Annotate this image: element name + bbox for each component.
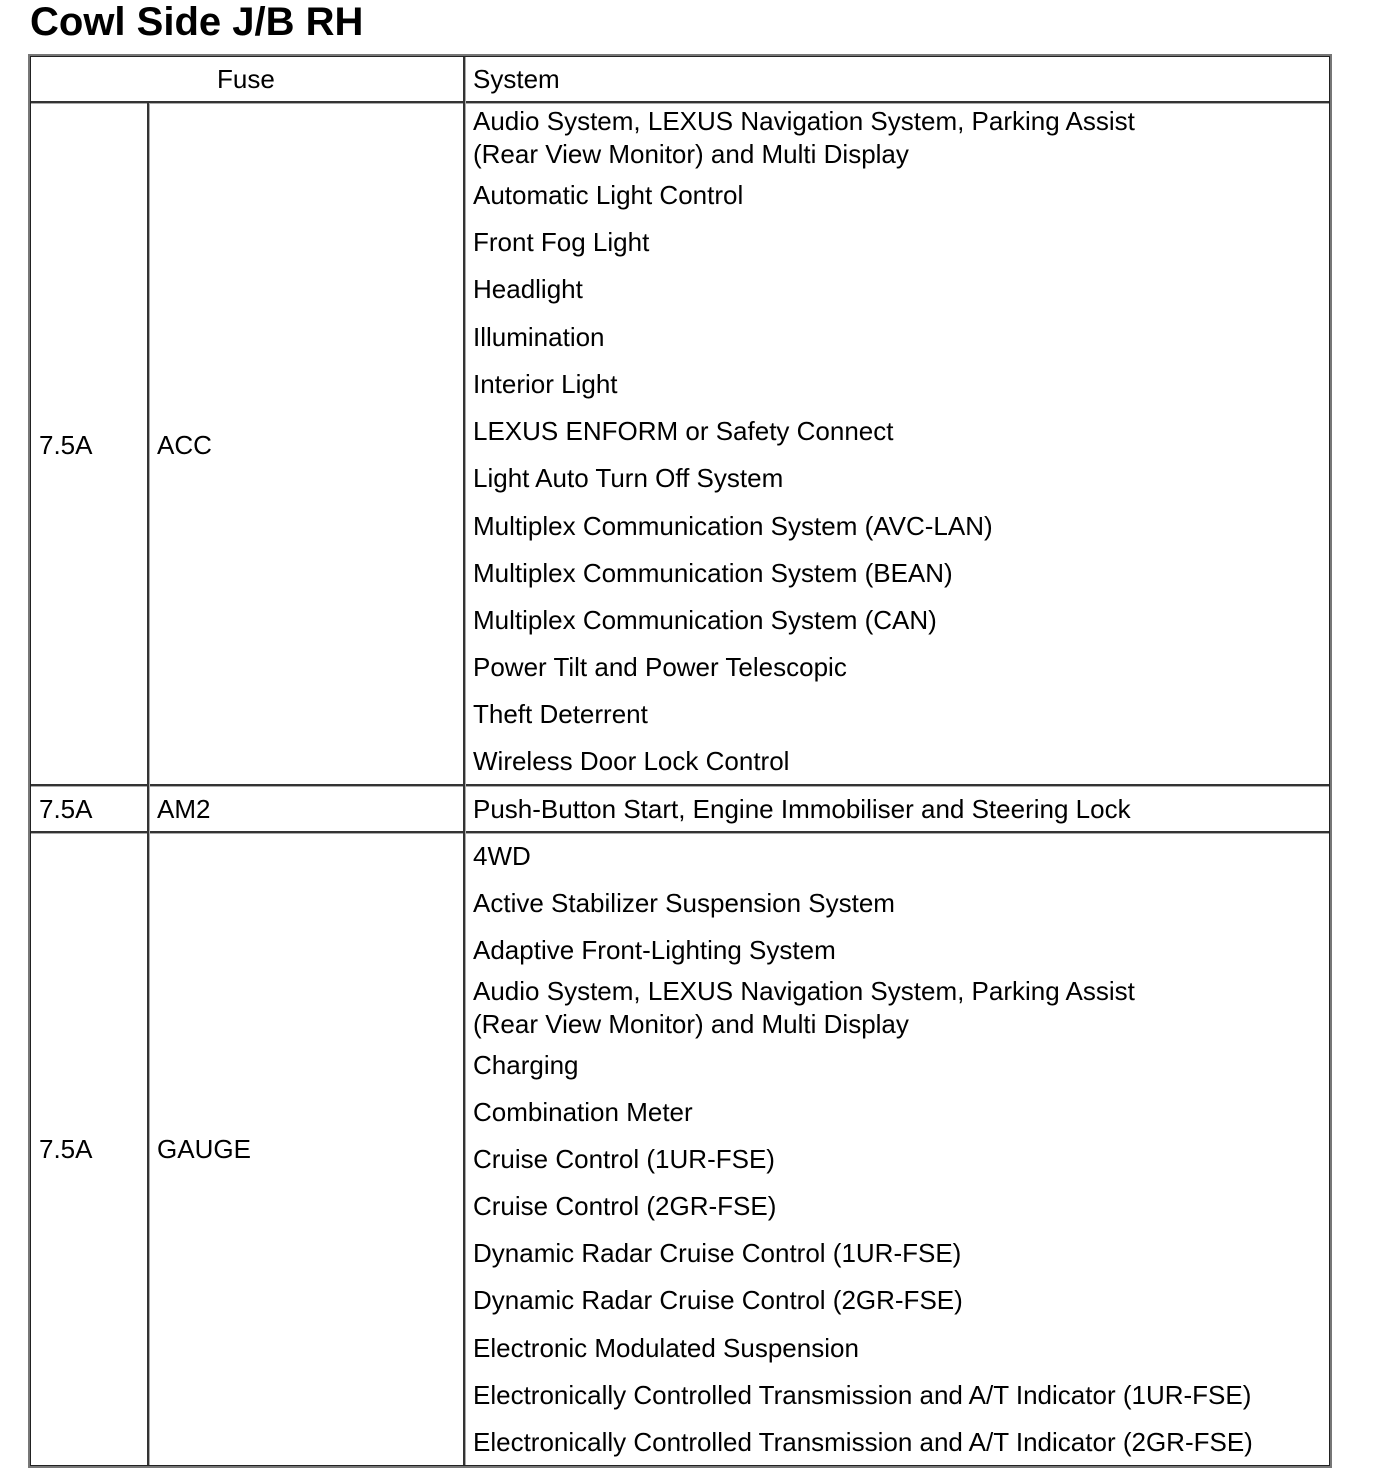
- system-item: (Rear View Monitor) and Multi Display: [473, 1009, 909, 1039]
- system-item: Combination Meter: [473, 1097, 693, 1127]
- system-item: Audio System, LEXUS Navigation System, Parking Assist: [473, 976, 1135, 1006]
- system-item: Multiplex Communication System (AVC-LAN): [473, 511, 993, 541]
- system-item: Theft Deterrent: [473, 699, 648, 729]
- system-item: Interior Light: [473, 369, 618, 399]
- fuse-name: ACC: [157, 430, 212, 460]
- row-divider: [31, 784, 1329, 786]
- system-item: (Rear View Monitor) and Multi Display: [473, 139, 909, 169]
- system-item: 4WD: [473, 841, 531, 871]
- system-item: Multiplex Communication System (BEAN): [473, 558, 953, 588]
- system-item: Electronic Modulated Suspension: [473, 1333, 859, 1363]
- system-item: Light Auto Turn Off System: [473, 463, 784, 493]
- page-title: Cowl Side J/B RH: [30, 0, 364, 44]
- system-item: Power Tilt and Power Telescopic: [473, 652, 847, 682]
- header-row-divider: [31, 101, 1329, 103]
- fuse-amperage: 7.5A: [39, 430, 93, 460]
- system-item: Wireless Door Lock Control: [473, 746, 790, 776]
- column-divider-amperage: [147, 103, 149, 1465]
- system-item: Automatic Light Control: [473, 180, 744, 210]
- system-item: Push-Button Start, Engine Immobiliser and Steering Lock: [473, 794, 1131, 824]
- system-item: Adaptive Front-Lighting System: [473, 935, 836, 965]
- system-item: Cruise Control (1UR-FSE): [473, 1144, 775, 1174]
- fuse-name: GAUGE: [157, 1134, 251, 1164]
- column-divider-system: [463, 57, 465, 1465]
- header-system: System: [473, 64, 560, 94]
- system-item: Illumination: [473, 322, 605, 352]
- system-item: Multiplex Communication System (CAN): [473, 605, 937, 635]
- system-item: Active Stabilizer Suspension System: [473, 888, 895, 918]
- fuse-name: AM2: [157, 794, 211, 824]
- system-item: Electronically Controlled Transmission and A/T Indicator (1UR-FSE): [473, 1380, 1252, 1410]
- row-divider: [31, 831, 1329, 833]
- system-item: Electronically Controlled Transmission and A/T Indicator (2GR-FSE): [473, 1427, 1253, 1457]
- system-item: Dynamic Radar Cruise Control (2GR-FSE): [473, 1285, 963, 1315]
- header-fuse: Fuse: [217, 64, 275, 94]
- fuse-amperage: 7.5A: [39, 1134, 93, 1164]
- system-item: Cruise Control (2GR-FSE): [473, 1191, 777, 1221]
- system-item: Audio System, LEXUS Navigation System, Parking Assist: [473, 106, 1135, 136]
- system-item: Headlight: [473, 274, 583, 304]
- fuse-amperage: 7.5A: [39, 794, 93, 824]
- system-item: LEXUS ENFORM or Safety Connect: [473, 416, 894, 446]
- system-item: Front Fog Light: [473, 227, 650, 257]
- fuse-table: [28, 54, 1332, 1468]
- system-item: Charging: [473, 1050, 579, 1080]
- system-item: Dynamic Radar Cruise Control (1UR-FSE): [473, 1238, 962, 1268]
